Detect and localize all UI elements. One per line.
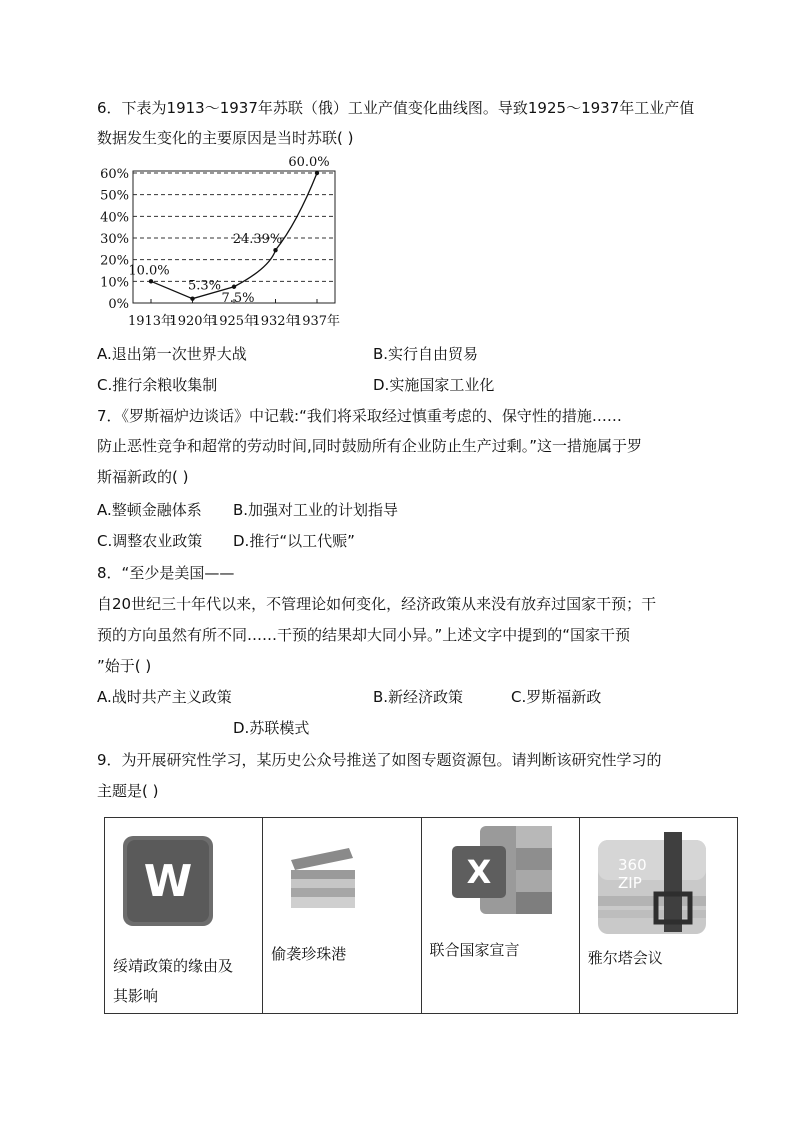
resource-label-1b: 其影响	[113, 987, 159, 1005]
x-tick-label: 1937年	[293, 314, 341, 329]
y-tick-label: 60%	[100, 167, 129, 182]
q8-option-c[interactable]: C.罗斯福新政	[511, 688, 602, 706]
y-tick-label: 40%	[100, 210, 129, 226]
data-point	[232, 285, 236, 289]
resource-label-1a: 绥靖政策的缘由及	[113, 957, 234, 975]
data-label: 5.3%	[187, 278, 222, 294]
resource-package-table	[104, 817, 738, 1014]
zip-archive-icon	[592, 830, 712, 936]
data-label: 10.0%	[128, 263, 170, 279]
resource-cell-2[interactable]	[263, 818, 421, 1013]
data-point	[315, 171, 319, 175]
resource-cell-4[interactable]	[580, 818, 737, 1013]
y-tick-label: 10%	[100, 275, 129, 291]
q9-stem-line1: 9．为开展研究性学习，某历史公众号推送了如图专题资源包。请判断该研究性学习的	[97, 751, 662, 769]
word-document-icon	[121, 834, 215, 928]
x-tick-label: 1932年	[252, 314, 299, 329]
svg-text:ZIP: ZIP	[617, 874, 642, 892]
q6-stem-line2: 数据发生变化的主要原因是当时苏联( )	[97, 129, 354, 147]
q6-option-d[interactable]: D.实施国家工业化	[373, 376, 495, 394]
q6-option-b[interactable]: B.实行自由贸易	[373, 345, 479, 363]
q7-option-c[interactable]: C.调整农业政策	[97, 532, 203, 550]
svg-text:X: X	[466, 853, 491, 891]
x-tick-label: 1913年	[127, 314, 175, 329]
data-label: 24.39%	[232, 232, 283, 248]
q8-option-b[interactable]: B.新经济政策	[373, 688, 464, 706]
excel-spreadsheet-icon	[450, 824, 554, 916]
q7-option-d[interactable]: D.推行“以工代赈”	[233, 532, 355, 550]
q8-stem-line2: 自20世纪三十年代以来，不管理论如何变化，经济政策从来没有放弃过国家干预；干	[97, 595, 657, 613]
resource-label-2: 偷袭珍珠港	[271, 945, 347, 963]
q7-stem-line2: 防止恶性竞争和超常的劳动时间,同时鼓励所有企业防止生产过剩。”这一措施属于罗	[97, 437, 643, 455]
q7-stem-line3: 斯福新政的( )	[97, 468, 189, 486]
x-tick-label: 1925年	[210, 314, 258, 329]
resource-cell-1[interactable]	[105, 818, 263, 1013]
q6-option-a[interactable]: A.退出第一次世界大战	[97, 345, 247, 363]
q9-stem-line2: 主题是( )	[97, 782, 159, 800]
resource-label-4: 雅尔塔会议	[587, 949, 663, 967]
q8-option-d[interactable]: D.苏联模式	[233, 719, 310, 737]
x-tick-label: 1920年	[169, 314, 216, 329]
q8-stem-line4: ”始于( )	[97, 657, 152, 675]
q8-stem-line3: 预的方向虽然有所不同……干预的结果却大同小异。”上述文字中提到的“国家干预	[97, 626, 631, 644]
q8-option-a[interactable]: A.战时共产主义政策	[97, 688, 232, 706]
data-point	[149, 279, 153, 283]
y-tick-label: 20%	[100, 253, 129, 269]
q7-option-b[interactable]: B.加强对工业的计划指导	[233, 501, 399, 519]
q7-stem-line1: 7．《罗斯福炉边谈话》中记载:“我们将采取经过慎重考虑的、保守性的措施……	[97, 407, 622, 425]
data-point	[190, 296, 194, 300]
resource-cell-3[interactable]	[422, 818, 580, 1013]
data-label: 7.5%	[221, 290, 255, 306]
y-tick-label: 50%	[100, 188, 129, 204]
q6-stem-line1: 6．下表为1913～1937年苏联（俄）工业产值变化曲线图。导致1925～1937年工业产值	[97, 99, 695, 117]
y-tick-label: 30%	[100, 232, 129, 247]
svg-text:W: W	[143, 856, 193, 907]
y-tick-label: 0%	[108, 297, 129, 312]
resource-label-3: 联合国家宣言	[429, 941, 520, 959]
video-clapper-icon	[287, 846, 359, 910]
data-point	[273, 248, 277, 252]
industry-output-chart	[95, 155, 355, 335]
svg-text:360: 360	[617, 856, 647, 874]
q8-stem-line1: 8．“至少是美国——	[97, 564, 235, 582]
data-label: 60.0%	[288, 155, 330, 170]
q7-option-a[interactable]: A.整顿金融体系	[97, 501, 202, 519]
q6-option-c[interactable]: C.推行余粮收集制	[97, 376, 218, 394]
